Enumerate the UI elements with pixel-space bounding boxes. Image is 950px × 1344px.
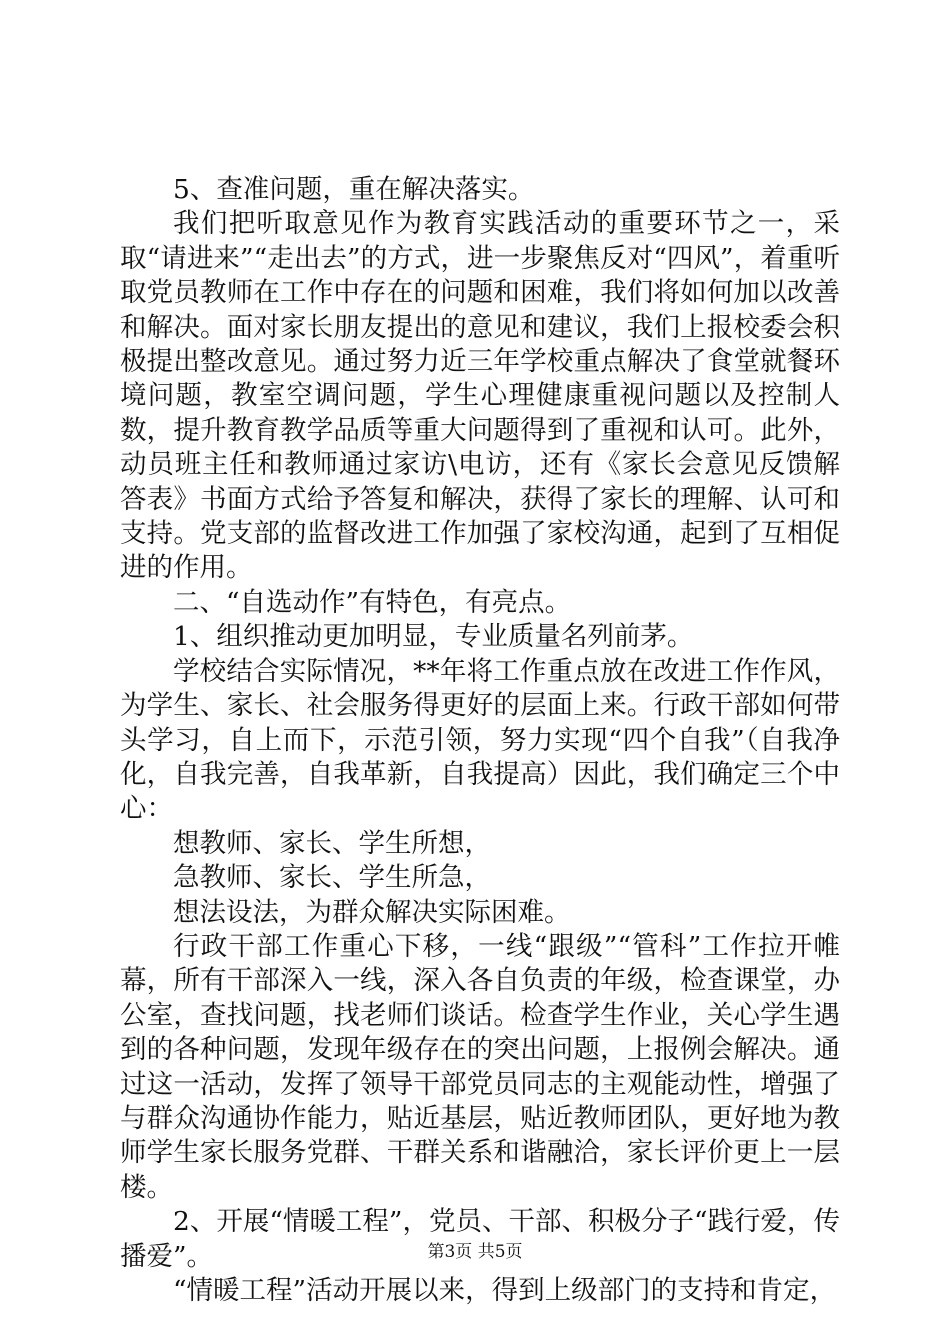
paragraph-subsection-2-heading: 2、开展“情暖工程”，党员、干部、积极分子“践行爱，传播爱”。: [120, 1206, 841, 1272]
page-footer: 第3页 共5页: [427, 1242, 523, 1262]
paragraph-work-style: 学校结合实际情况，**年将工作重点放在改进工作作风，为学生、家长、社会服务得更好的层面上来。行政干部如何带头学习，自上而下，示范引领，努力实现“四个自我”（自我净化，自我完善，自我革新，自我提高）因此，我们确定三个中心：: [120, 655, 840, 825]
paragraph-feedback: 我们把听取意见作为教育实践活动的重要环节之一，采取“请进来”“走出去”的方式，进一步聚焦反对“四风”，着重听取党员教师在工作中存在的问题和困难，我们将如何加以改善和解决。面对家长朋友提出的意见和建议，我们上报校委会积极提出整改意见。通过努力近三年学校重点解决了食堂就餐环境问题，教室空调问题，学生心理健康重视问题以及控制人数，提升教育教学品质等重大问题得到了重视和认可。此外，动员班主任和教师通过家访\电访，还有《家长会意见反馈解答表》书面方式给予答复和解决，获得了家长的理解、认可和支持。党支部的监督改进工作加强了家校沟通，起到了互相促进的作用。: [120, 208, 840, 584]
paragraph-center-2: 急教师、家长、学生所急，: [173, 862, 491, 894]
document-body: [120, 173, 840, 1308]
paragraph-warmth-project: “情暖工程”活动开展以来，得到上级部门的支持和肯定，: [173, 1275, 837, 1306]
paragraph-section-5-heading: 5、查准问题，重在解决落实。: [173, 174, 535, 205]
paragraph-center-1: 想教师、家长、学生所想，: [173, 827, 491, 859]
paragraph-center-3: 想法设法，为群众解决实际困难。: [173, 896, 571, 928]
paragraph-subsection-1-heading: 1、组织推动更加明显，专业质量名列前茅。: [173, 621, 694, 653]
paragraph-part-2-heading: 二、“自选动作”有特色，有亮点。: [173, 586, 572, 618]
paragraph-admin-cadres: 行政干部工作重心下移，一线“跟级”“管科”工作拉开帷幕，所有干部深入一线，深入各自负责的年级，检查课堂，办公室，查找问题，找老师们谈话。检查学生作业，关心学生遇到的各种问题，发现年级存在的突出问题，上报例会解决。通过这一活动，发挥了领导干部党员同志的主观能动性，增强了与群众沟通协作能力，贴近基层，贴近教师团队，更好地为教师学生家长服务党群、干群关系和谐融洽，家长评价更上一层楼。: [120, 930, 840, 1203]
